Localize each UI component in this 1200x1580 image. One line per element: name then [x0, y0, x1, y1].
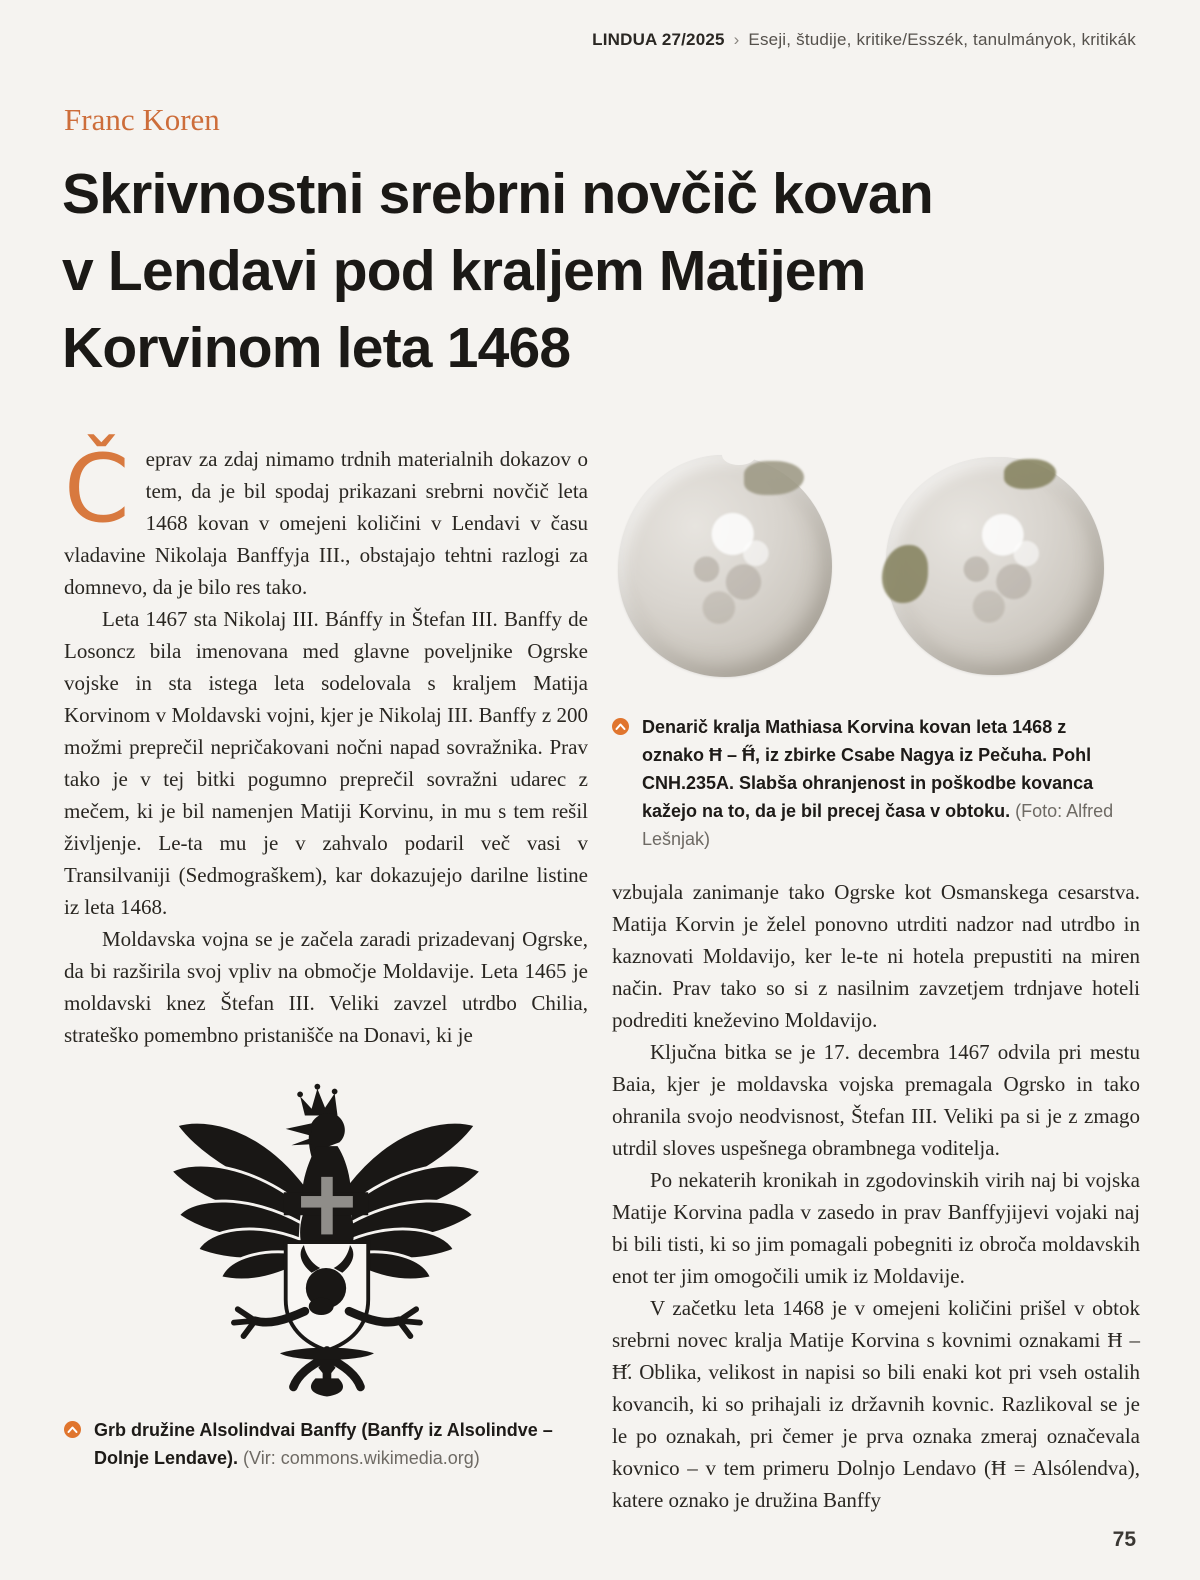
- coin-relief: [917, 488, 1074, 645]
- coin-patina: [1004, 459, 1056, 489]
- coin-patina: [882, 545, 928, 603]
- body-paragraph: vzbujala zanimanje tako Ogrske kot Osmanskega cesarstva. Matija Korvin je želel ponovno utrditi nadzor nad utrdbo in kaznovati Moldavijo, ker le-te ni hotela prepustiti na miren način. Prav tako so si z nasilnim zavzetjem trdnjave hoteli podrediti kneževino Moldavijo.: [612, 880, 1140, 1032]
- body-paragraph: Moldavska vojna se je začela zaradi prizadevanj Ogrske, da bi razširila svoj vpliv na območje Moldavije. Leta 1465 je moldavski knez Štefan III. Veliki zavzel utrdbo Chilia, strateško pomembno pristanišče na Donavi, ki je: [64, 927, 588, 1047]
- coin-patina: [744, 461, 804, 495]
- caption-credit: (Vir: commons.wikimedia.org): [243, 1448, 480, 1468]
- coin-obverse-image: [618, 455, 832, 677]
- caption-text: [642, 713, 1132, 853]
- chevron-up-circle-icon: [612, 718, 629, 735]
- intro-text: eprav za zdaj nimamo trdnih materialnih dokazov o tem, da je bil spodaj prikazani srebrni novčič leta 1468 kovan v omejeni količini v Lendavi v času vladavine Nikolaja Banffyja III., obstajajo tehtni razlogi za domnevo, da je bilo res tako.: [64, 447, 588, 599]
- left-column: [64, 435, 588, 1472]
- chevron-up-circle-icon: [64, 1421, 81, 1438]
- running-header: [592, 30, 1136, 50]
- coin-reverse-image: [886, 457, 1104, 675]
- body-paragraph: Leta 1467 sta Nikolaj III. Bánffy in Štefan III. Banffy de Losoncz bila imenovana med glavne poveljnike Ogrske vojske in sta istega leta sodelovala s kraljem Matija Korvinom v Moldavski vojni, kjer je Nikolaj III. Banffy z 200 možmi preprečil nepričakovani nočni napad sovražnika. Prav tako je v tej bitki pogumno preprečil sovražni udarec z mečem, ki je bil namenjen Matiji Korvinu, in mu s tem rešil življenje. Le-ta mu je v zahvalo podaril več vasi v Transilvaniji (Sedmograškem), kar dokazujejo darilne listine iz leta 1468.: [64, 607, 588, 919]
- article-author: Franc Koren: [64, 102, 220, 137]
- figure-caption-arms: [64, 1416, 564, 1472]
- figure-caption-coins: [612, 713, 1132, 853]
- coin-relief: [648, 486, 802, 646]
- caption-bold: Denarič kralja Mathiasa Korvina kovan leta 1468 z oznako Ħ – Ħ̋, iz zbirke Csabe Nagya iz Pečuha. Pohl CNH.235A. Slabša ohranjenost in poškodbe kovanca kažejo na to, da je bil precej časa v obtoku.: [642, 717, 1094, 821]
- journal-section-title: Eseji, študije, kritike/Esszék, tanulmányok, kritikák: [748, 30, 1136, 49]
- title-line-2: v Lendavi pod kraljem Matijem: [62, 239, 866, 303]
- intro-paragraph: [64, 435, 588, 603]
- caption-bold: Grb družine Alsolindvai Banffy (Banffy iz Alsolindve – Dolnje Lendave).: [94, 1420, 553, 1468]
- caption-credit: (Foto: Alfred Lešnjak): [642, 801, 1114, 849]
- title-line-3: Korvinom leta 1468: [62, 316, 571, 380]
- page-number: 75: [1112, 1528, 1136, 1551]
- journal-brand: LINDUA 27/2025: [592, 30, 725, 49]
- coin-photos: [612, 443, 1140, 705]
- body-paragraph: V začetku leta 1468 je v omejeni količini prišel v obtok srebrni novec kralja Matije Korvina s kovnimi oznakami Ħ – Ħ̋. Oblika, velikost in napisi so bili enaki kot pri vseh ostalih kovancih, ki so prihajali iz državnih kovnic. Razlikoval se je le po oznakah, pri čemer je prva oznaka zmeraj označevala kovnico – v tem primeru Dolnjo Lendavo (Ħ = Alsólendva), katere oznako je družina Banffy: [612, 1296, 1140, 1512]
- coat-of-arms-image: [161, 1065, 491, 1400]
- coin-edge-notch: [722, 445, 756, 465]
- title-line-1: Skrivnostni srebrni novčič kovan: [62, 162, 933, 226]
- right-column: [612, 443, 1140, 1516]
- breadcrumb-separator: ›: [733, 30, 740, 49]
- banffy-eagle-illustration: [161, 1065, 491, 1400]
- article-title: [62, 156, 1122, 387]
- drop-cap: Č: [64, 435, 130, 544]
- body-paragraph: Ključna bitka se je 17. decembra 1467 odvila pri mestu Baia, kjer je moldavska vojska premagala Ogrsko in tako ohranila svojo neodvisnost, Štefan III. Veliki pa si je z zmago utrdil sloves uspešnega obrambnega voditelja.: [612, 1040, 1140, 1160]
- caption-text: [94, 1416, 564, 1472]
- body-paragraph: Po nekaterih kronikah in zgodovinskih virih naj bi vojska Matije Korvina padla v zasedo in prav Banffyjijevi vojaki naj bi bili tisti, ki so jim pomagali pobegniti iz obroča moldavskih enot ter jim omogočili umik iz Moldavije.: [612, 1168, 1140, 1288]
